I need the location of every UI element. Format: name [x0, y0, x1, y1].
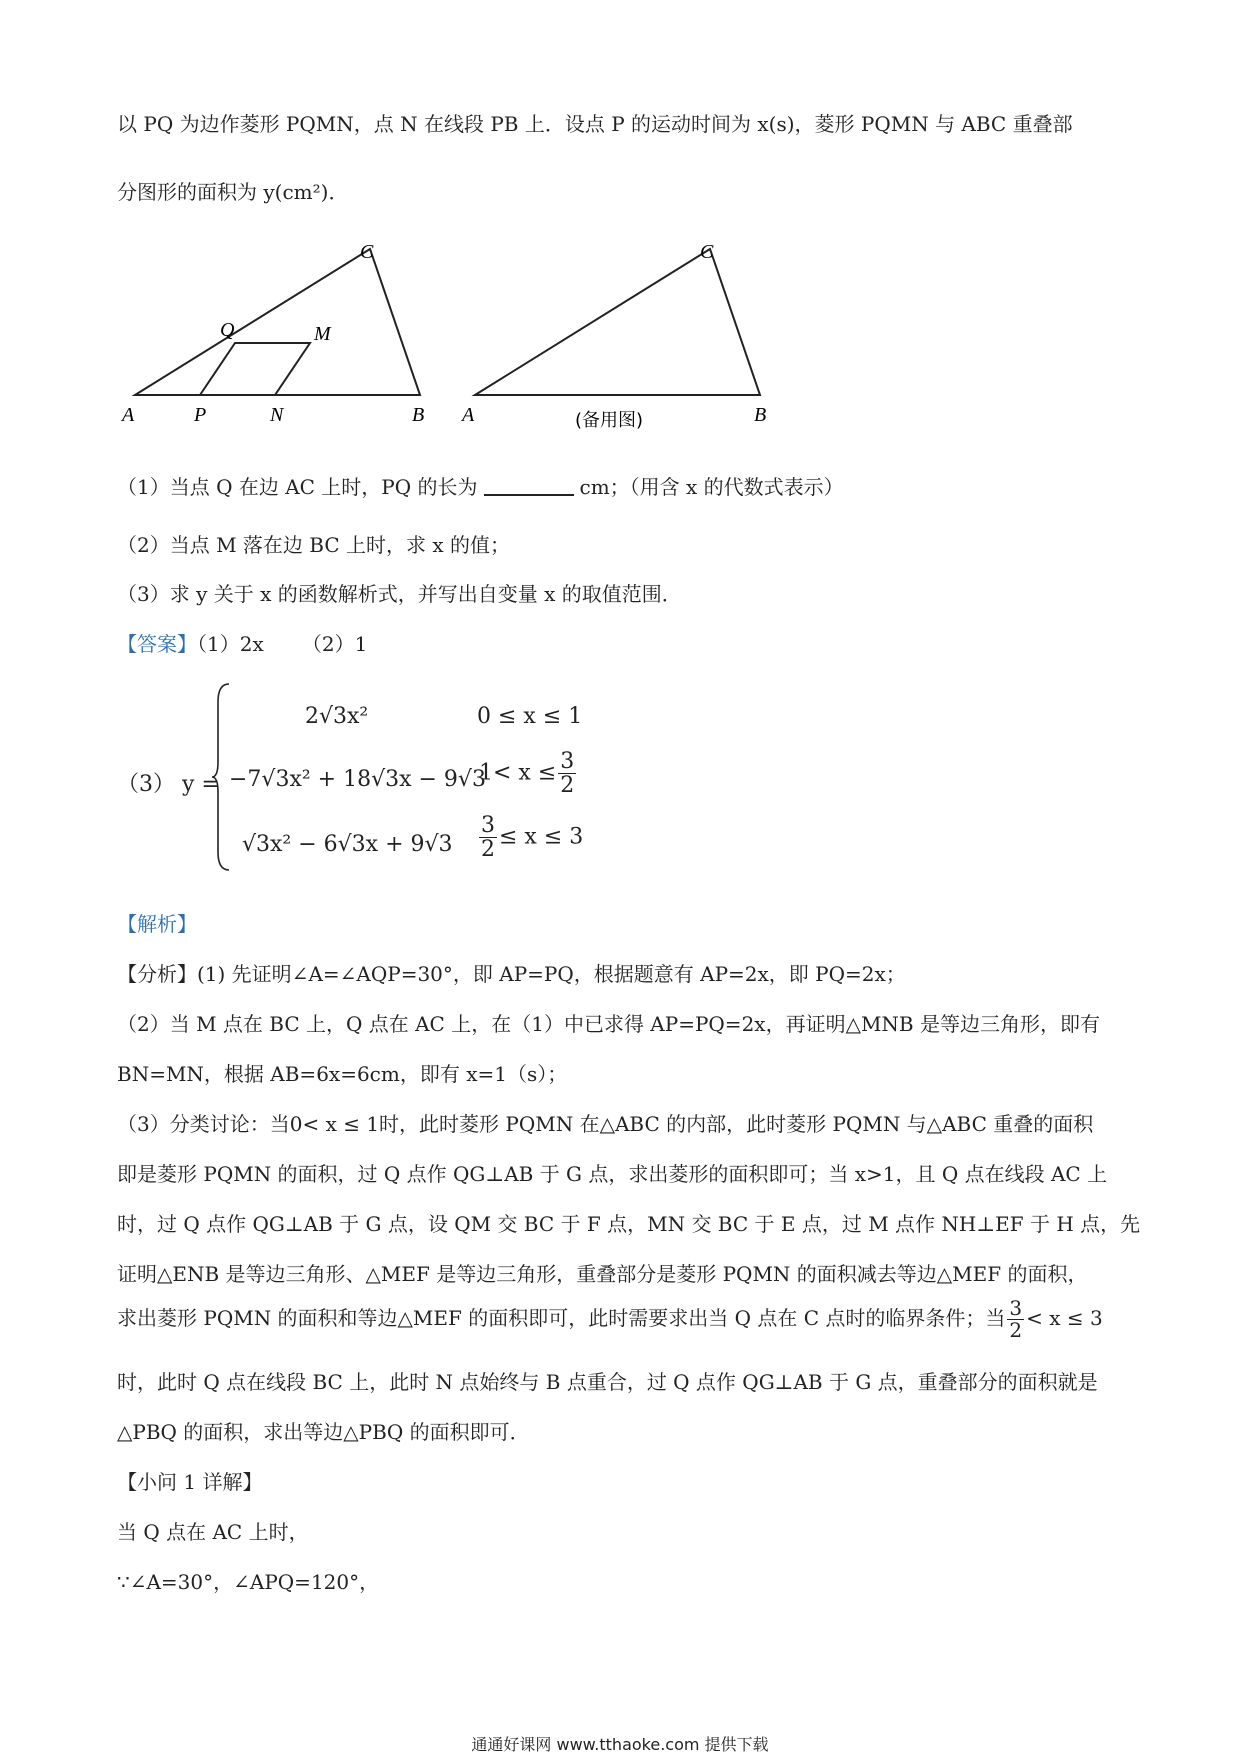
piecewise-function: [117, 682, 617, 882]
geometry-figure: [100, 240, 800, 440]
analysis-line-8-condition: < x ≤ 3: [1026, 1306, 1103, 1330]
question-1-text-b: cm；（用含 x 的代数式表示）: [579, 475, 844, 499]
analysis-line-2: （2）当 M 点在 BC 上，Q 点在 AC 上，在（1）中已求得 AP=PQ=2x，再证明△MNB 是等边三角形，即有: [117, 1012, 1100, 1036]
piece-2-expression: −7√3x² + 18√3x − 9√3: [229, 767, 486, 792]
question-2: （2）当点 M 落在边 BC 上时，求 x 的值；: [117, 533, 510, 557]
fraction-three-halves: $\frac{3}{2}$: [560, 749, 575, 799]
piece-3-condition-right: ≤ x ≤ 3: [499, 824, 584, 850]
analysis-line-7: 证明△ENB 是等边三角形、△MEF 是等边三角形，重叠部分是菱形 PQMN 的面积减去等边△MEF 的面积，: [117, 1262, 1088, 1286]
piece-2-condition: [479, 750, 578, 797]
analysis-line-4: （3）分类讨论：当0< x ≤ 1时，此时菱形 PQMN 在△ABC 的内部，此时菱形 PQMN 与△ABC 重叠的面积: [117, 1112, 1094, 1136]
triangle-abc-right: [475, 249, 760, 395]
label-a-left: A: [122, 404, 135, 426]
label-c-left: C: [360, 241, 374, 263]
analysis-line-8: [117, 1298, 1103, 1341]
detail-line-2: ∵∠A=30°，∠APQ=120°，: [117, 1570, 380, 1594]
answer-3-label: （3） y =: [117, 772, 220, 797]
analysis-tag: 【解析】: [117, 912, 197, 936]
question-1-text-a: （1）当点 Q 在边 AC 上时，PQ 的长为: [117, 475, 478, 499]
label-b-left: B: [412, 404, 425, 426]
answer-2: （2）1: [301, 632, 368, 656]
answer-line: [117, 632, 367, 656]
label-n: N: [270, 404, 284, 426]
rhombus-pqmn: [200, 343, 310, 395]
question-1: [117, 475, 844, 499]
piece-2-condition-left: 1< x ≤: [479, 760, 557, 786]
label-p: P: [194, 404, 207, 426]
label-m: M: [314, 323, 331, 345]
analysis-line-1: 【分析】(1) 先证明∠A=∠AQP=30°，即 AP=PQ，根据题意有 AP=2x，即 PQ=2x；: [117, 962, 906, 986]
analysis-line-6: 时，过 Q 点作 QG⊥AB 于 G 点，设 QM 交 BC 于 F 点，MN 交 BC 于 E 点，过 M 点作 NH⊥EF 于 H 点，先: [117, 1212, 1141, 1236]
intro-line-1: 以 PQ 为边作菱形 PQMN，点 N 在线段 PB 上．设点 P 的运动时间为 x(s)，菱形 PQMN 与 ABC 重叠部: [117, 112, 1073, 136]
piece-3-condition: [477, 814, 583, 861]
analysis-line-8-text: 求出菱形 PQMN 的面积和等边△MEF 的面积即可，此时需要求出当 Q 点在 C 点时的临界条件；当: [117, 1306, 1006, 1330]
triangle-abc-left: [135, 249, 420, 395]
footer-source: 通通好课网 www.tthaoke.com 提供下载: [471, 1735, 769, 1754]
piece-1-condition: 0 ≤ x ≤ 1: [477, 704, 583, 729]
label-q: Q: [220, 319, 235, 341]
answer-tag: 【答案】: [117, 632, 197, 656]
analysis-line-9: 时，此时 Q 点在线段 BC 上，此时 N 点始终与 B 点重合，过 Q 点作 QG⊥AB 于 G 点，重叠部分的面积就是: [117, 1370, 1098, 1394]
answer-blank: [484, 476, 574, 496]
detail-title: 【小问 1 详解】: [117, 1470, 263, 1494]
fraction-three-halves-3: $\frac{3}{2}$: [1009, 1296, 1023, 1342]
intro-line-2: 分图形的面积为 y(cm²)．: [117, 180, 349, 204]
label-a-right: A: [462, 404, 475, 426]
answer-1: （1）2x: [197, 632, 264, 656]
label-b-right: B: [754, 404, 767, 426]
figure-caption: (备用图): [575, 410, 644, 431]
piece-1-expression: 2√3x²: [305, 704, 369, 729]
label-c-right: C: [700, 241, 714, 263]
analysis-line-3: BN=MN，根据 AB=6x=6cm，即有 x=1（s）；: [117, 1062, 568, 1086]
analysis-line-5: 即是菱形 PQMN 的面积，过 Q 点作 QG⊥AB 于 G 点，求出菱形的面积即可；当 x>1，且 Q 点在线段 AC 上: [117, 1162, 1108, 1186]
detail-line-1: 当 Q 点在 AC 上时，: [117, 1520, 309, 1544]
analysis-line-10: △PBQ 的面积，求出等边△PBQ 的面积即可．: [117, 1420, 530, 1444]
question-3: （3）求 y 关于 x 的函数解析式，并写出自变量 x 的取值范围．: [117, 582, 682, 606]
piece-3-expression: √3x² − 6√3x + 9√3: [242, 832, 453, 857]
fraction-three-halves-2: $\frac{3}{2}$: [481, 813, 495, 863]
